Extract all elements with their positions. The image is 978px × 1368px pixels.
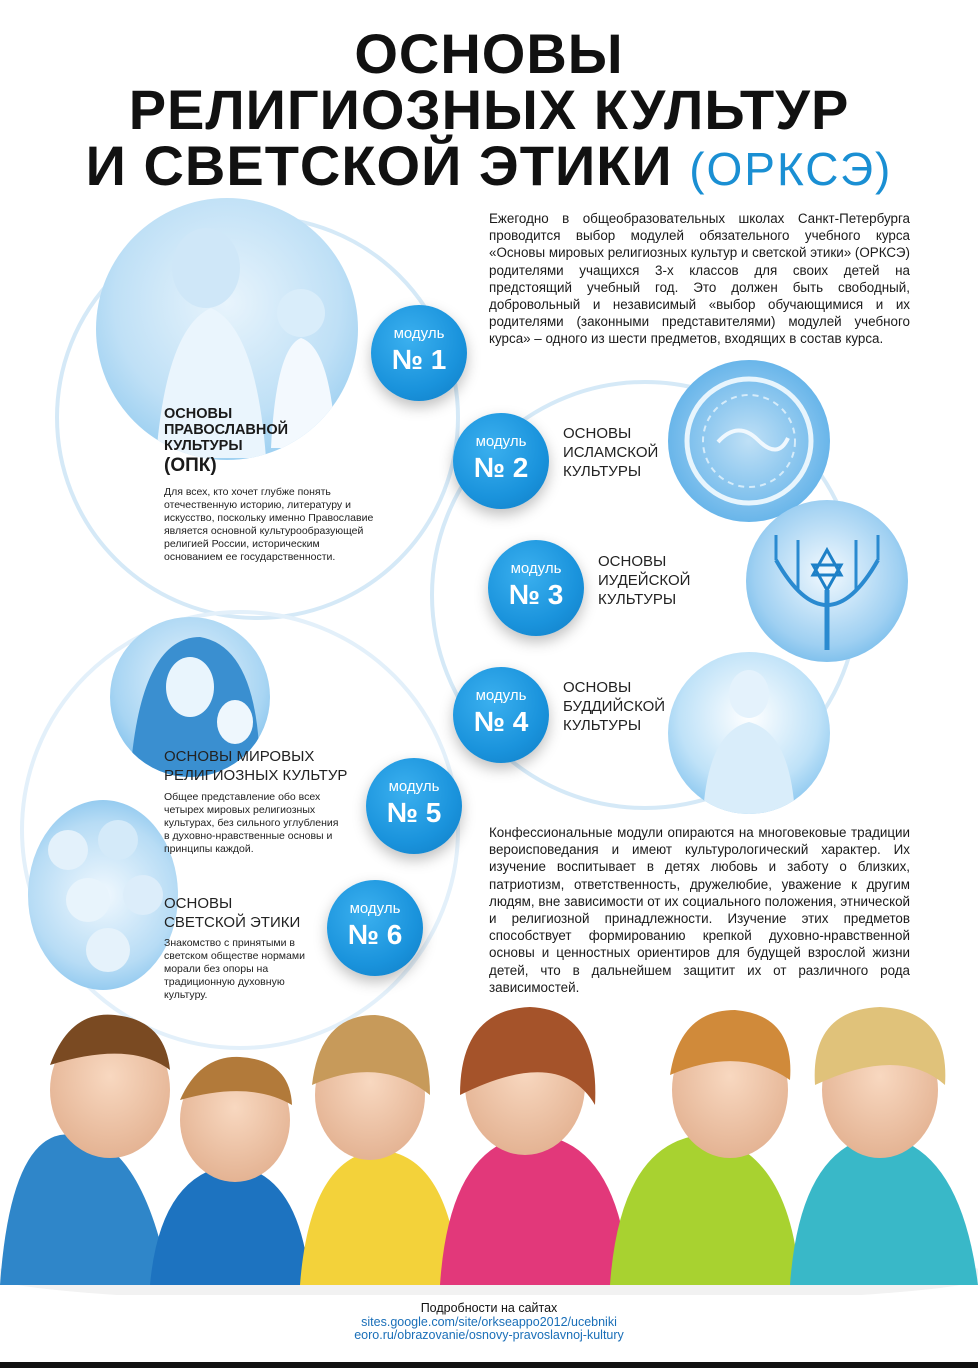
buddha-statue-illustration [668,652,830,814]
module-3-title [598,552,690,609]
buddhist-image [668,652,830,814]
title-line-1: ОСНОВЫ [354,22,624,85]
module-6-word: модуль [349,900,401,917]
judaic-image [746,500,908,662]
module-2-title [563,424,658,481]
module-3-title-line-1: ОСНОВЫ [598,553,667,570]
menorah-icon [746,500,908,662]
islamic-coin-illustration [668,360,830,522]
module-4-title-line-1: ОСНОВЫ [563,679,632,696]
module-2-word: модуль [475,433,527,450]
module-2-title-line-3: КУЛЬТУРЫ [563,463,642,480]
module-5-description: Общее представление обо всех четырех мировых религиозных культурах, без сильного углубления в духовно-нравственные основы и принципы каждой. [164,791,339,855]
module-1-number: № 1 [391,344,447,375]
module-6-title [164,894,300,932]
module-1-word: модуль [393,325,445,342]
links-lead: Подробности на сайтах [420,1301,558,1315]
module-6-description: Знакомство с принятыми в светском обществе нормами морали без опоры на традиционную духовную культуру. [164,937,305,1001]
module-2-title-line-2: ИСЛАМСКОЙ [563,444,659,461]
module-1-title: ОСНОВЫ ПРАВОСЛАВНОЙ КУЛЬТУРЫ [164,406,289,454]
module-5-title-line-1: ОСНОВЫ МИРОВЫХ [164,748,315,765]
islamic-image [668,360,830,522]
children-photo [0,985,978,1295]
module-3-number: № 3 [508,579,564,610]
module-4-number: № 4 [473,706,529,737]
footer-links [0,1302,978,1343]
module-3-title-line-2: ИУДЕЙСКОЙ [598,572,691,589]
module-4-title [563,678,665,735]
intro-paragraph: Ежегодно в общеобразовательных школах Санкт-Петербурга проводится выбор модулей обязательного учебного курса «Основы мировых религиозных культур и светской этики» (ОРКСЭ) родителями учащихся 3-х классов для своих детей на предстоящий учебный год. Это должен быть свободный, добровольный и независимый «выбор обучающимися и их родителями (законными представителями) модулей учебного курса» – одного из шести предметов, входящих в состав курса. [489,211,910,347]
bottom-bar [0,1362,978,1368]
module-1-description: Для всех, кто хочет глубже понять отечественную историю, литературу и искусство, поскольку именно Православие является основной культурообразующей религией России, историческим основанием ее государственности. [164,486,374,563]
module-1-abbr: (ОПК) [164,455,217,476]
children-illustration [0,985,978,1295]
module-5-title-line-2: РЕЛИГИОЗНЫХ КУЛЬТУР [164,767,348,784]
conclusion-paragraph: Конфессиональные модули опираются на многовековые традиции вероисповедания и имеют культурологический характер. Их изучение воспитывает в детях любовь и заботу о близких, патриотизм, ответственность, дружелюбие, уважение к другим людям, вне зависимости от их социального положения, этнической и религиозной принадлежности. Изучение этих предметов способствует формированию крепкой духовно-нравственной основы и ценностных ориентиров для будущей взрослой жизни детей, что в дальнейшем защитит их от различного рода зависимостей. [489,825,910,995]
module-3-badge [488,540,584,636]
module-6-title-line-2: СВЕТСКОЙ ЭТИКИ [164,914,301,931]
module-5-number: № 5 [386,797,442,828]
module-5-word: модуль [388,778,440,795]
title-abbr: (ОРКСЭ) [689,143,893,195]
module-2-title-line-1: ОСНОВЫ [563,425,632,442]
module-6-badge [327,880,423,976]
module-2-number: № 2 [473,452,529,483]
module-2-badge [453,413,549,509]
module-3-title-line-3: КУЛЬТУРЫ [598,591,677,608]
children-group-image [28,800,178,990]
module-4-badge [453,667,549,763]
module-6-number: № 6 [347,919,403,950]
module-1-badge [371,305,467,401]
title-line-3-text: И СВЕТСКОЙ ЭТИКИ [85,134,673,197]
module-4-title-line-3: КУЛЬТУРЫ [563,717,642,734]
module-5-title [164,747,347,785]
module-4-title-line-2: БУДДИЙСКОЙ [563,698,666,715]
title-line-2: РЕЛИГИОЗНЫХ КУЛЬТУР [128,78,850,141]
module-6-title-line-1: ОСНОВЫ [164,895,233,912]
poster-title [0,22,978,197]
module-5-badge [366,758,462,854]
module-4-word: модуль [475,687,527,704]
link-2[interactable]: eoro.ru/obrazovanie/osnovy-pravoslavnoj-kultury [354,1328,624,1342]
module-3-word: модуль [510,560,562,577]
link-1[interactable]: sites.google.com/site/orkseappo2012/ucebniki [361,1314,617,1329]
children-faces-illustration [28,800,178,990]
title-line-3 [0,134,978,197]
module-1-title-block [164,406,334,478]
